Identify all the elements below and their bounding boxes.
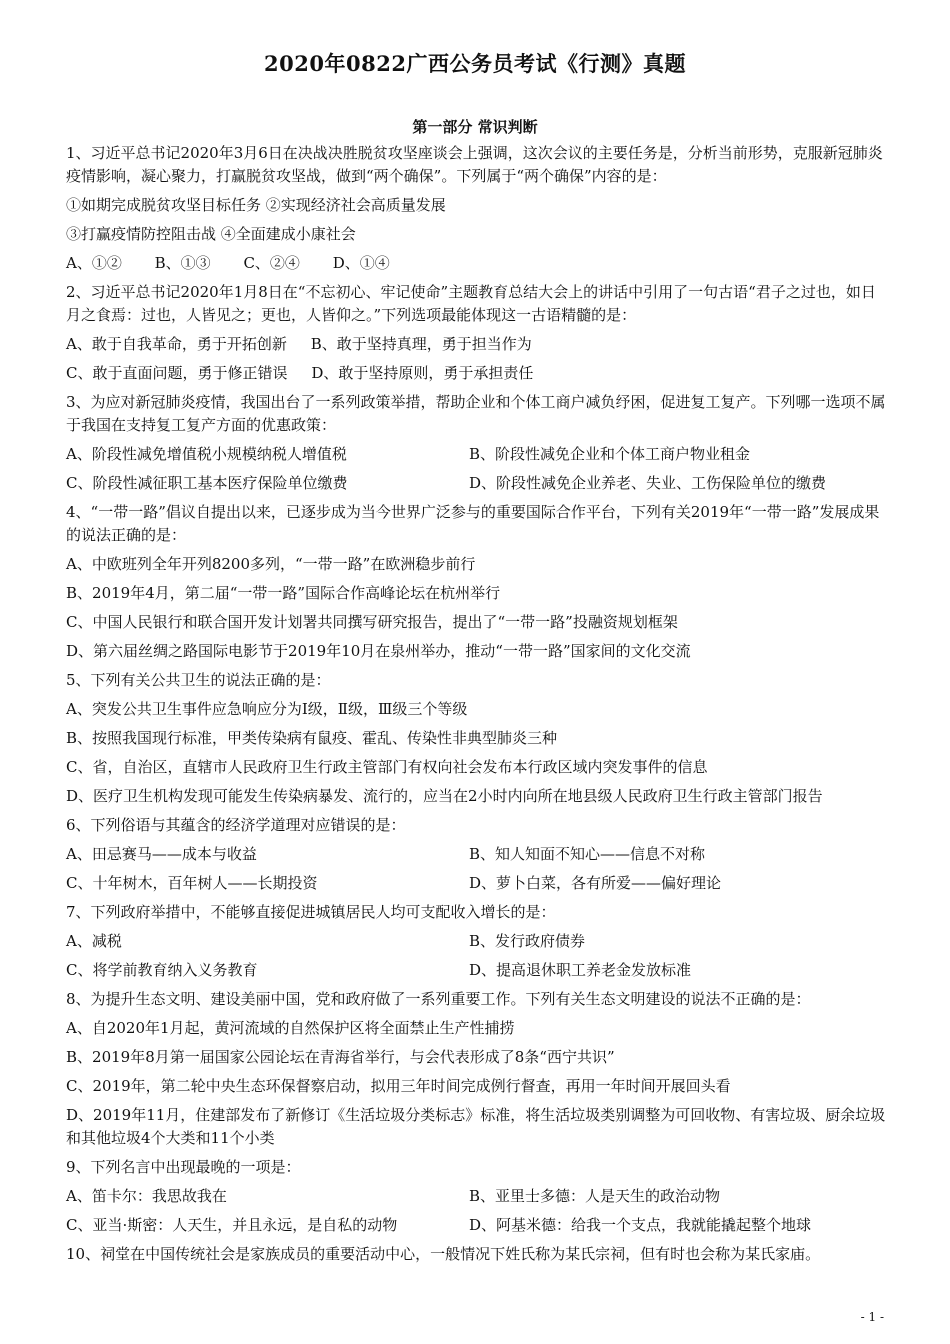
- option-d: D、第六届丝绸之路国际电影节于2019年10月在泉州举办，推动“一带一路”国家间的文化交流: [66, 642, 691, 660]
- question-9: [66, 1156, 886, 1237]
- question-2: [66, 281, 886, 385]
- question-list: [66, 142, 886, 1272]
- question-6: [66, 814, 886, 895]
- question-5: [66, 669, 886, 808]
- page-title: 2020年0822广西公务员考试《行测》真题: [264, 51, 686, 76]
- option-b: B、知人知面不知心——信息不对称: [469, 845, 706, 863]
- option-b: B、敢于坚持真理，勇于担当作为: [310, 335, 532, 353]
- option-d: D、2019年11月，住建部发布了新修订《生活垃圾分类标志》标准，将生活垃圾类别调整为可回收物、有害垃圾、厨余垃圾和其他垃圾4个大类和11个小类: [66, 1106, 886, 1147]
- question-8: [66, 988, 886, 1150]
- options-row: [66, 472, 886, 495]
- options-row: [66, 443, 886, 466]
- option-d: D、萝卜白菜，各有所爱——偏好理论: [469, 874, 722, 892]
- question-stem: 2、习近平总书记2020年1月8日在“不忘初心、牢记使命”主题教育总结大会上的讲话中引用了一句古语“君子之过也，如日月之食焉：过也，人皆见之；更也，人皆仰之。”下列选项最能体现这一古语精髓的是：: [66, 283, 876, 324]
- question-stem: 5、下列有关公共卫生的说法正确的是：: [66, 671, 331, 689]
- option-a: A、笛卡尔：我思故我在: [66, 1187, 227, 1205]
- question-stem: 3、为应对新冠肺炎疫情，我国出台了一系列政策举措，帮助企业和个体工商户减负纾困，促进复工复产。下列哪一选项不属于我国在支持复工复产方面的优惠政策：: [66, 393, 886, 434]
- options-row: [66, 930, 886, 953]
- option-d: D、医疗卫生机构发现可能发生传染病暴发、流行的，应当在2小时内向所在地县级人民政府卫生行政主管部门报告: [66, 787, 823, 805]
- options-row: [66, 362, 886, 385]
- option-c: C、2019年，第二轮中央生态环保督察启动，拟用三年时间完成例行督查，再用一年时间开展回头看: [66, 1077, 731, 1095]
- options-row: [66, 872, 886, 895]
- question-stem: 8、为提升生态文明、建设美丽中国，党和政府做了一系列重要工作。下列有关生态文明建设的说法不正确的是：: [66, 990, 811, 1008]
- option-b: B、亚里士多德：人是天生的政治动物: [469, 1187, 721, 1205]
- option-b: B、按照我国现行标准，甲类传染病有鼠疫、霍乱、传染性非典型肺炎三种: [66, 729, 558, 747]
- options-row: [66, 1185, 886, 1208]
- option-a: A、减税: [66, 932, 122, 950]
- option-a: A、田忌赛马——成本与收益: [66, 845, 257, 863]
- question-stem: 7、下列政府举措中，不能够直接促进城镇居民人均可支配收入增长的是：: [66, 903, 556, 921]
- statement-item: ③打赢疫情防控阻击战 ④全面建成小康社会: [66, 225, 356, 243]
- option-a: A、①②: [66, 254, 122, 272]
- option-d: D、①④: [332, 254, 390, 272]
- option-b: B、①③: [154, 254, 211, 272]
- option-a: A、自2020年1月起，黄河流域的自然保护区将全面禁止生产性捕捞: [66, 1019, 515, 1037]
- section-heading: 第一部分 常识判断: [412, 118, 538, 136]
- option-d: D、提高退休职工养老金发放标准: [469, 961, 692, 979]
- options-row: [66, 843, 886, 866]
- question-10: [66, 1243, 886, 1266]
- option-a: A、敢于自我革命，勇于开拓创新: [66, 335, 287, 353]
- option-d: D、敢于坚持原则，勇于承担责任: [311, 364, 534, 382]
- option-a: A、阶段性减免增值税小规模纳税人增值税: [66, 445, 347, 463]
- option-c: C、中国人民银行和联合国开发计划署共同撰写研究报告，提出了“一带一路”投融资规划框架: [66, 613, 678, 631]
- option-a: A、突发公共卫生事件应急响应分为Ⅰ级，Ⅱ级，Ⅲ级三个等级: [66, 700, 468, 718]
- option-c: C、将学前教育纳入义务教育: [66, 961, 258, 979]
- options-row: [66, 333, 886, 356]
- option-b: B、发行政府债券: [469, 932, 586, 950]
- statement-item: ①如期完成脱贫攻坚目标任务 ②实现经济社会高质量发展: [66, 196, 446, 214]
- option-c: C、敢于直面问题，勇于修正错误: [66, 364, 288, 382]
- option-c: C、阶段性减征职工基本医疗保险单位缴费: [66, 474, 348, 492]
- question-7: [66, 901, 886, 982]
- option-c: C、亚当·斯密：人天生，并且永远，是自私的动物: [66, 1216, 398, 1234]
- option-c: C、②④: [243, 254, 300, 272]
- question-stem: 4、“一带一路”倡议自提出以来，已逐步成为当今世界广泛参与的重要国际合作平台，下列有关2019年“一带一路”发展成果的说法正确的是：: [66, 503, 880, 544]
- options-row: [66, 1214, 886, 1237]
- question-3: [66, 391, 886, 495]
- options-row: [66, 959, 886, 982]
- option-b: B、2019年8月第一届国家公园论坛在青海省举行，与会代表形成了8条“西宁共识”: [66, 1048, 615, 1066]
- question-1: [66, 142, 886, 275]
- options-row: [66, 252, 886, 275]
- option-d: D、阿基米德：给我一个支点，我就能撬起整个地球: [469, 1216, 812, 1234]
- option-d: D、阶段性减免企业养老、失业、工伤保险单位的缴费: [469, 474, 827, 492]
- option-c: C、省，自治区，直辖市人民政府卫生行政主管部门有权向社会发布本行政区域内突发事件的信息: [66, 758, 708, 776]
- option-a: A、中欧班列全年开列8200多列，“一带一路”在欧洲稳步前行: [66, 555, 476, 573]
- option-c: C、十年树木，百年树人——长期投资: [66, 874, 318, 892]
- question-stem: 9、下列名言中出现最晚的一项是：: [66, 1158, 301, 1176]
- question-stem: 6、下列俗语与其蕴含的经济学道理对应错误的是：: [66, 816, 406, 834]
- question-stem: 10、祠堂在中国传统社会是家族成员的重要活动中心，一般情况下姓氏称为某氏宗祠，但有时也会称为某氏家庙。: [66, 1245, 821, 1263]
- question-stem: 1、习近平总书记2020年3月6日在决战决胜脱贫攻坚座谈会上强调，这次会议的主要任务是，分析当前形势，克服新冠肺炎疫情影响，凝心聚力，打赢脱贫攻坚战，做到“两个确保”。下列属于“两个确保”内容的是：: [66, 144, 883, 185]
- option-b: B、阶段性减免企业和个体工商户物业租金: [469, 445, 751, 463]
- question-4: [66, 501, 886, 663]
- page-number: - 1 -: [860, 1310, 884, 1324]
- option-b: B、2019年4月，第二届“一带一路”国际合作高峰论坛在杭州举行: [66, 584, 501, 602]
